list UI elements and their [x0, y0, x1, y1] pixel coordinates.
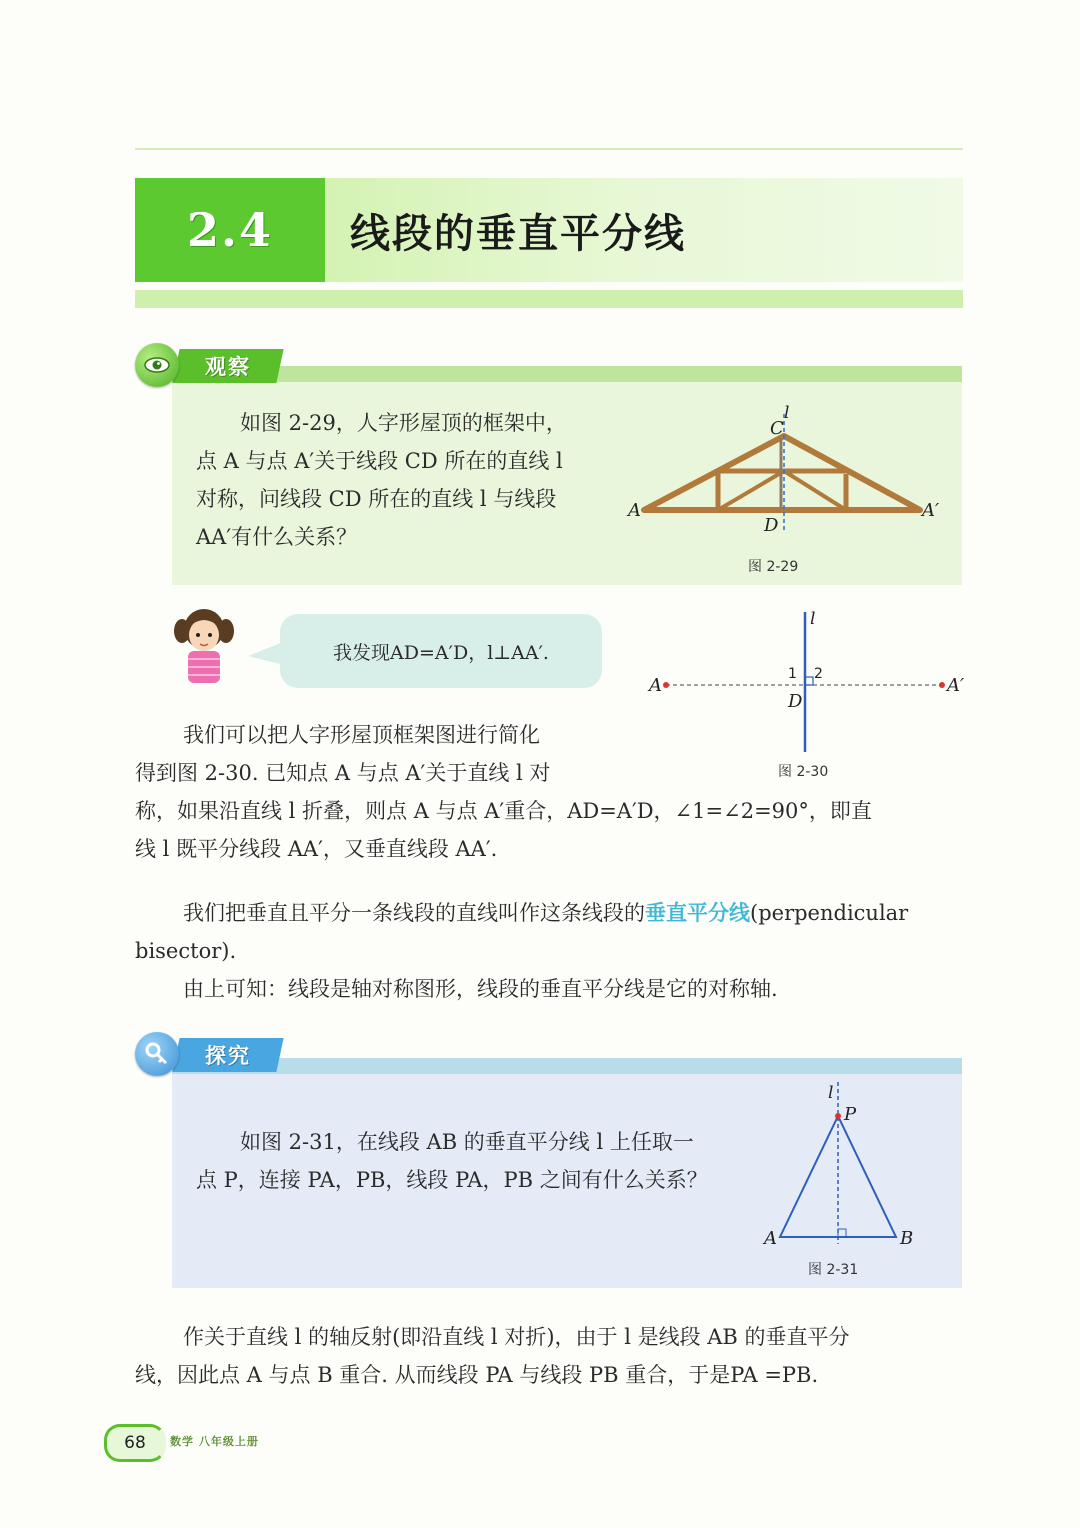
- fig30-caption: 图 2-30: [778, 764, 829, 780]
- fig29-label-C: C: [770, 418, 784, 439]
- speech-text: 我发现AD=A′D，l⊥AA′.: [333, 641, 549, 664]
- definition-para: [135, 894, 970, 1008]
- figure-2-30: [640, 606, 980, 786]
- figure-2-31: [758, 1078, 938, 1284]
- fig30-label-2: 2: [814, 666, 823, 682]
- observe-line-1: 如图 2-29，人字形屋顶的框架中，: [240, 411, 567, 435]
- fig30-point-A: [663, 682, 669, 688]
- observe-label: 观察: [205, 355, 251, 379]
- fig31-label-P: P: [844, 1104, 857, 1125]
- fig30-label-1: 1: [788, 666, 797, 682]
- fig29-label-l: l: [784, 403, 790, 423]
- fig29-label-D: D: [764, 515, 779, 536]
- fig29-label-A: A: [628, 500, 641, 521]
- key-icon: [135, 1032, 179, 1076]
- section-header-underbar: [135, 290, 963, 308]
- observe-line-2: 点 A 与点 A′关于线段 CD 所在的直线 l: [196, 449, 563, 473]
- body-line-1: 我们可以把人字形屋顶框架图进行简化: [183, 723, 540, 747]
- definition-before: 我们把垂直且平分一条线段的直线叫作这条线段的: [183, 901, 645, 925]
- fig31-right-angle: [838, 1229, 846, 1237]
- observe-tab: [172, 349, 283, 383]
- fig30-label-l: l: [810, 609, 816, 629]
- fig31-label-A: A: [764, 1228, 777, 1249]
- proof-line-1: 作关于直线 l 的轴反射(即沿直线 l 对折)，由于 l 是线段 AB 的垂直平分: [183, 1325, 850, 1349]
- fig29-caption: 图 2-29: [748, 559, 799, 575]
- conclusion: 由上可知：线段是轴对称图形，线段的垂直平分线是它的对称轴.: [183, 977, 778, 1001]
- explore-text: [196, 1123, 756, 1199]
- proof-para: [135, 1318, 970, 1394]
- page-number-text: 68: [124, 1433, 146, 1453]
- page-number: [104, 1424, 166, 1462]
- explore-tab: [172, 1038, 283, 1072]
- fig30-label-A-prime: A′: [947, 675, 965, 696]
- body-line-4: 线 l 既平分线段 AA′，又垂直线段 AA′.: [135, 837, 498, 861]
- section-title: 线段的垂直平分线: [350, 210, 686, 257]
- observe-text: [196, 404, 616, 556]
- body-line-3: 称，如果沿直线 l 折叠，则点 A 与点 A′重合，AD=A′D，∠1=∠2=90°，即直: [135, 799, 872, 823]
- fig31-label-l: l: [828, 1083, 834, 1103]
- explore-label: 探究: [205, 1044, 251, 1068]
- footer-book-title: 数学 八年级上册: [170, 1435, 259, 1448]
- body-para-1a: [135, 716, 635, 792]
- fig31-point-P: [835, 1113, 841, 1119]
- fig30-label-A: A: [649, 675, 662, 696]
- body-line-2: 得到图 2-30. 已知点 A 与点 A′关于直线 l 对: [135, 761, 551, 785]
- explore-line-1: 如图 2-31，在线段 AB 的垂直平分线 l 上任取一: [240, 1130, 694, 1154]
- speech-bubble: [280, 614, 602, 688]
- body-para-1b: [135, 792, 970, 868]
- eye-icon: [135, 343, 179, 387]
- fig29-label-A-prime: A′: [922, 500, 940, 521]
- section-number: 2.4: [186, 203, 274, 257]
- fig30-label-D: D: [788, 691, 803, 712]
- fig31-label-B: B: [900, 1228, 914, 1249]
- observe-line-4: AA′有什么关系？: [196, 525, 358, 549]
- proof-line-2: 线，因此点 A 与点 B 重合. 从而线段 PA 与线段 PB 重合，于是PA =PB.: [135, 1363, 819, 1387]
- explore-line-2: 点 P，连接 PA，PB，线段 PA，PB 之间有什么关系？: [196, 1168, 708, 1192]
- definition-term: 垂直平分线: [645, 901, 750, 925]
- figure-2-29: [620, 400, 950, 580]
- section-number-box: [135, 178, 325, 282]
- definition-line-2: bisector).: [135, 939, 237, 963]
- girl-avatar: [172, 603, 236, 687]
- fig30-point-A-prime: [939, 682, 945, 688]
- fig31-caption: 图 2-31: [808, 1262, 859, 1278]
- observe-line-3: 对称，问线段 CD 所在的直线 l 与线段: [196, 487, 557, 511]
- definition-after: (perpendicular: [750, 901, 909, 925]
- top-rule: [135, 148, 963, 150]
